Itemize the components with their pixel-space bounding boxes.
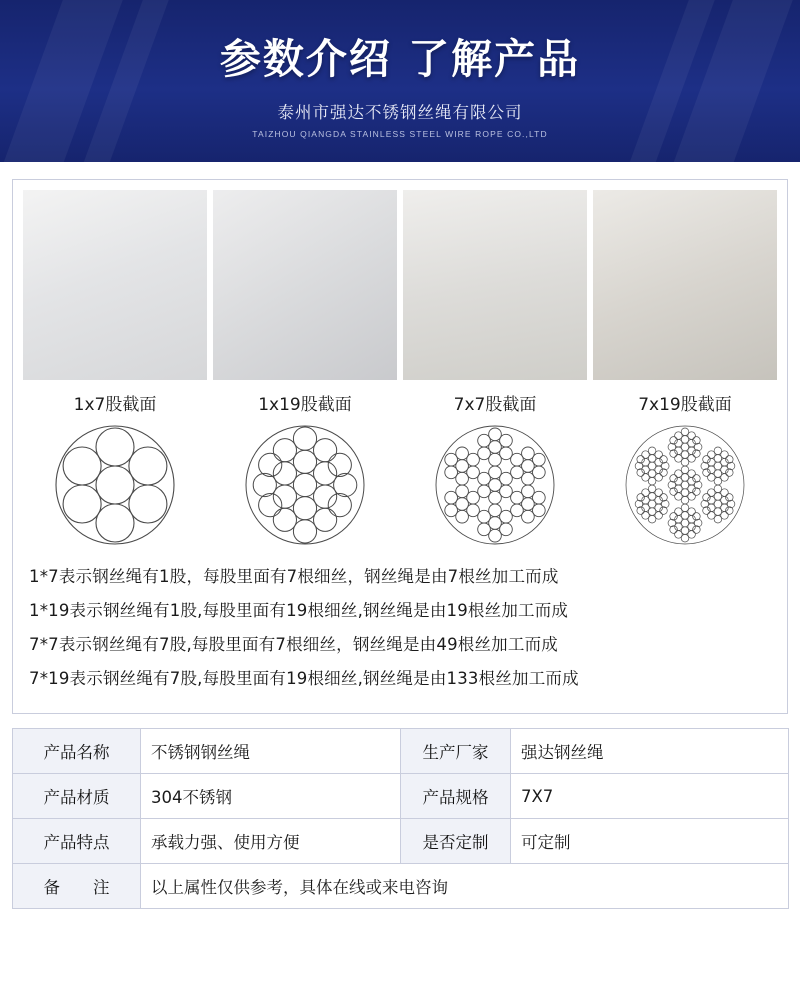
cross-section-1x7: [23, 421, 207, 549]
caption-7x7: 7x7股截面: [453, 395, 537, 415]
caption-1x7: 1x7股截面: [73, 395, 157, 415]
company-name: 泰州市强达不锈钢丝绳有限公司: [277, 103, 523, 122]
spec-value-manufacturer: 强达钢丝绳: [511, 729, 789, 774]
spec-key-specification: 产品规格: [401, 774, 511, 819]
spec-key-customizable: 是否定制: [401, 819, 511, 864]
table-row: [13, 774, 789, 819]
page-title: 参数介绍 了解产品: [219, 35, 581, 83]
diagram-7x7-icon: [432, 422, 558, 548]
diagram-1x7-icon: [52, 422, 178, 548]
company-name-english: TAIZHOU QIANGDA STAINLESS STEEL WIRE ROPE CO.,LTD: [252, 129, 548, 139]
cross-section-diagram-row: [23, 421, 777, 549]
diagram-1x19-icon: [242, 422, 368, 548]
product-photo-7x7: [403, 190, 587, 380]
product-photo-1x19: [213, 190, 397, 380]
spec-key-note: 备 注: [13, 864, 141, 909]
spec-value-note: 以上属性仅供参考，具体在线或来电咨询: [141, 864, 789, 909]
description-line-1x7: 1*7表示钢丝绳有1股，每股里面有7根细丝，钢丝绳是由7根丝加工而成: [29, 567, 559, 586]
table-row: [13, 819, 789, 864]
spec-value-specification: 7X7: [511, 774, 789, 819]
spec-value-features: 承载力强、使用方便: [141, 819, 401, 864]
diagram-7x19-icon: [622, 422, 748, 548]
spec-key-product-name: 产品名称: [13, 729, 141, 774]
description-line-7x19: 7*19表示钢丝绳有7股,每股里面有19根细丝,钢丝绳是由133根丝加工而成: [29, 669, 579, 688]
spec-key-material: 产品材质: [13, 774, 141, 819]
spec-value-material: 304不锈钢: [141, 774, 401, 819]
description-line-7x7: 7*7表示钢丝绳有7股,每股里面有7根细丝，钢丝绳是由49根丝加工而成: [29, 635, 558, 654]
spec-key-manufacturer: 生产厂家: [401, 729, 511, 774]
spec-value-customizable: 可定制: [511, 819, 789, 864]
cross-section-7x19: [593, 421, 777, 549]
product-photo-1x7: [23, 190, 207, 380]
table-row: [13, 864, 789, 909]
caption-1x19: 1x19股截面: [258, 395, 352, 415]
caption-7x19: 7x19股截面: [638, 395, 732, 415]
product-photo-row: [23, 190, 777, 380]
product-photo-7x19: [593, 190, 777, 380]
table-row: [13, 729, 789, 774]
spec-key-features: 产品特点: [13, 819, 141, 864]
product-info-panel: [12, 179, 788, 714]
description-line-1x19: 1*19表示钢丝绳有1股,每股里面有19根细丝,钢丝绳是由19根丝加工而成: [29, 601, 569, 620]
product-caption-row: [23, 384, 777, 419]
description-block: [29, 563, 771, 689]
header-banner: [0, 0, 800, 162]
spec-value-product-name: 不锈钢钢丝绳: [141, 729, 401, 774]
specification-table: [12, 728, 789, 909]
cross-section-1x19: [213, 421, 397, 549]
cross-section-7x7: [403, 421, 587, 549]
